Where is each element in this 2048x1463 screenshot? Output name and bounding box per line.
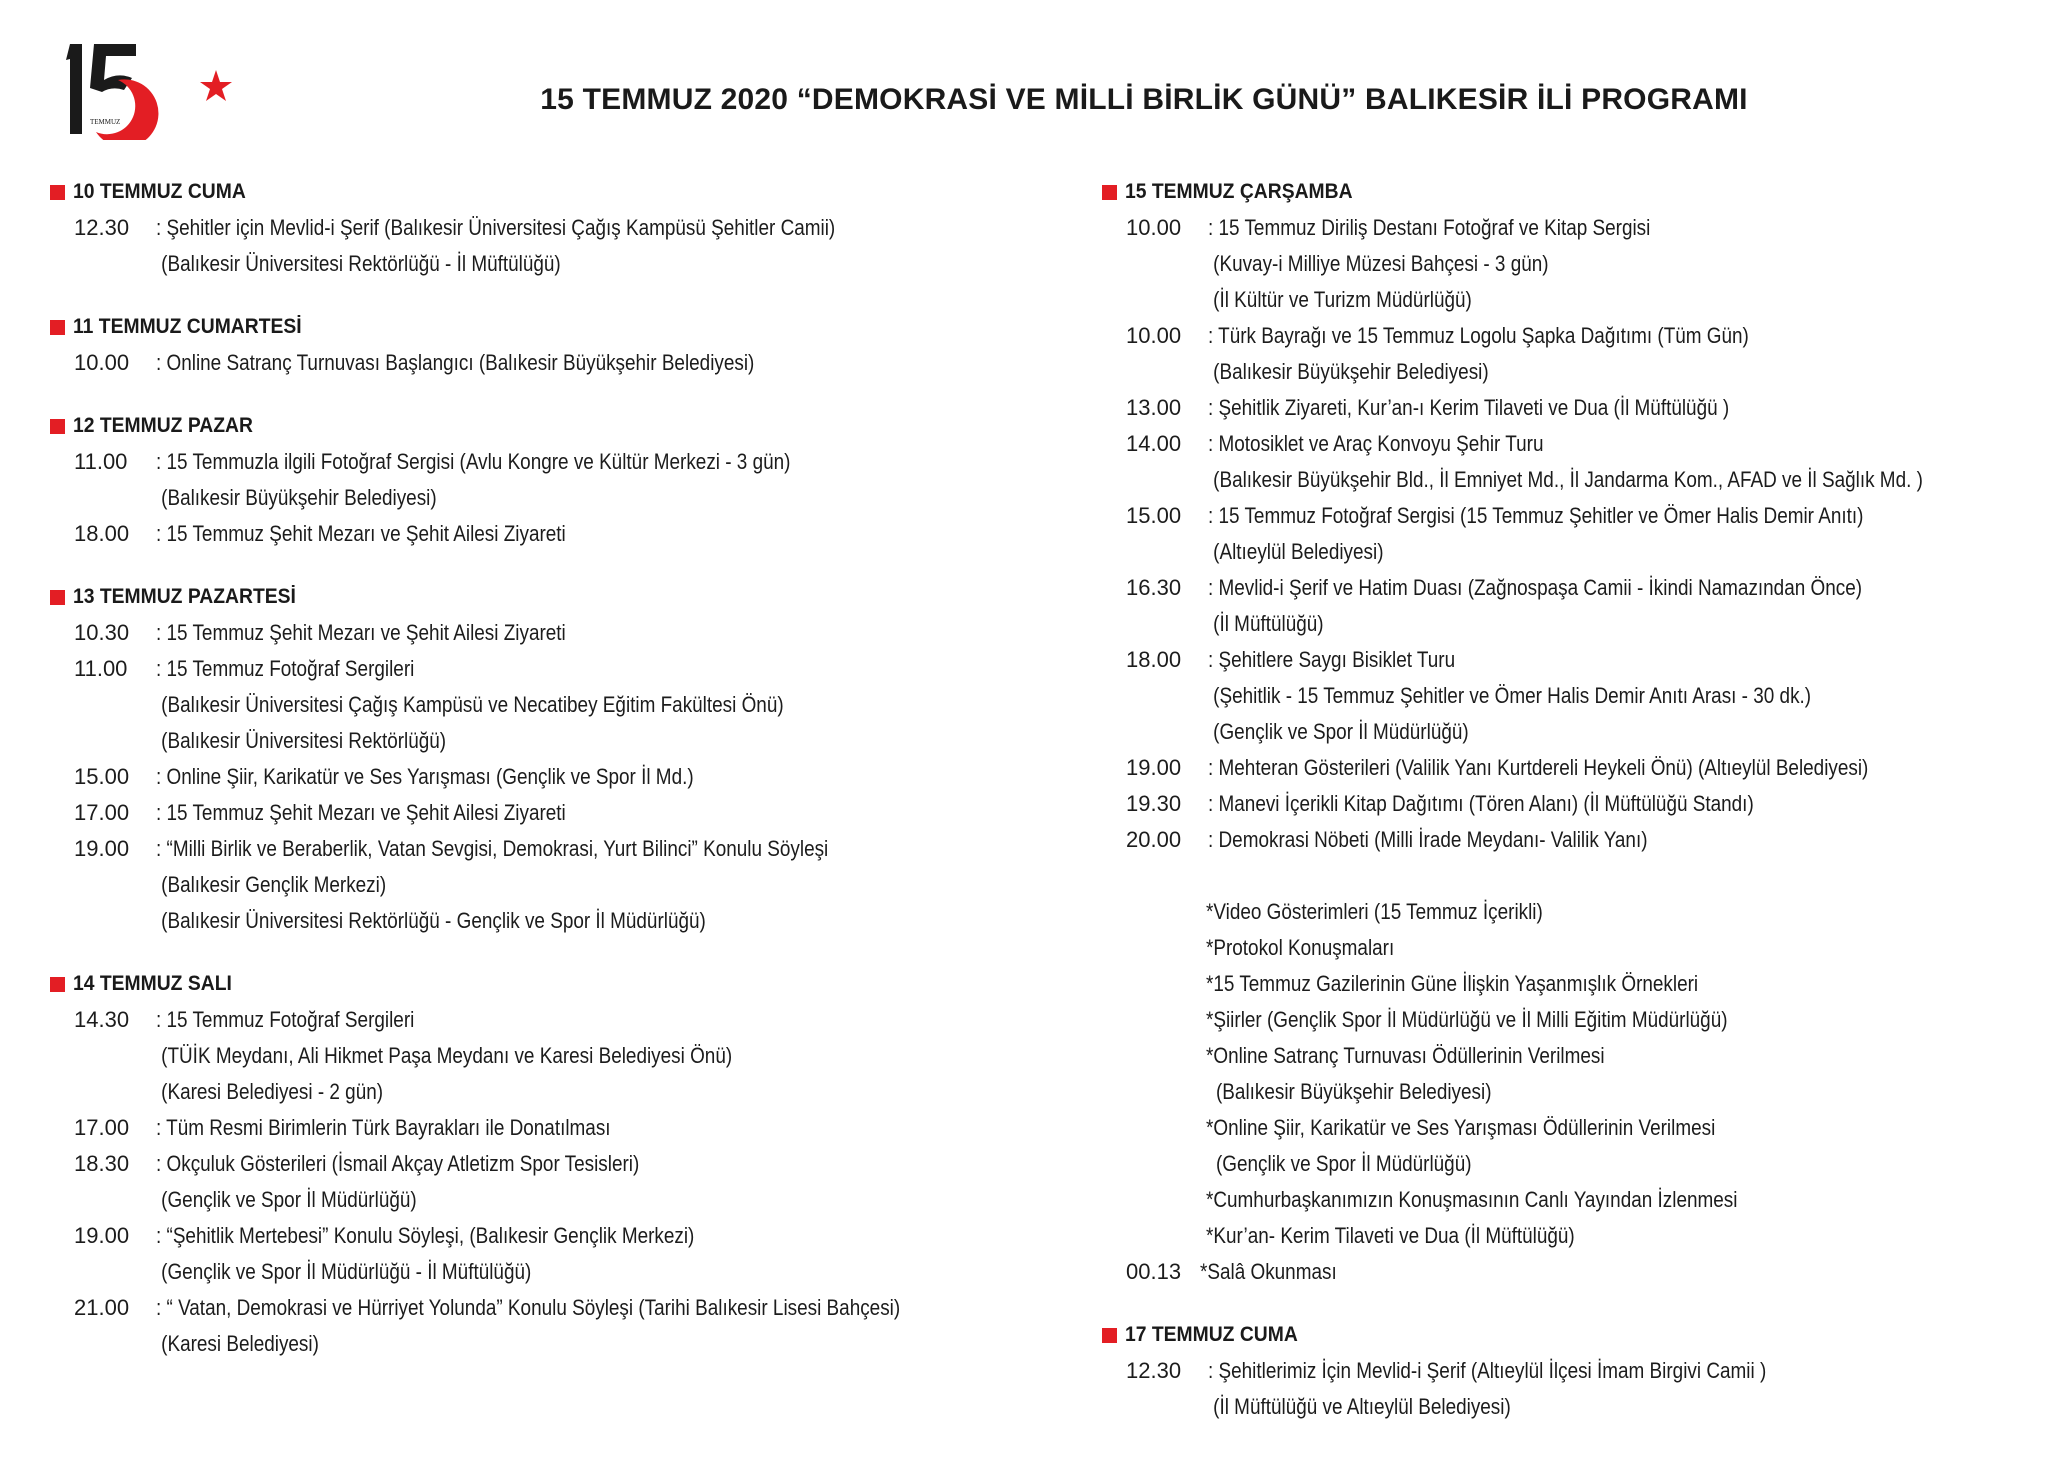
schedule-line: [50, 1182, 1050, 1218]
event-text: : “ Vatan, Demokrasi ve Hürriyet Yolunda” Konulu Söyleşi (Tarihi Balıkesir Lisesi Bahçesi): [156, 1295, 901, 1320]
red-square-bullet-icon: [50, 320, 65, 335]
event-text: : Demokrasi Nöbeti (Milli İrade Meydanı- Valilik Yanı): [1208, 827, 1648, 852]
event-time: 18.30: [74, 1151, 130, 1176]
schedule-line: [1102, 786, 2048, 822]
schedule-line: [50, 759, 1050, 795]
schedule-line: [50, 1290, 1050, 1326]
schedule-line: [1102, 714, 2048, 750]
schedule-line: [50, 345, 1050, 381]
schedule-line: [50, 480, 1050, 516]
red-square-bullet-icon: [50, 185, 65, 200]
schedule-line: [1102, 750, 2048, 786]
event-text: (Balıkesir Büyükşehir Belediyesi): [1213, 359, 1489, 384]
schedule-line: [50, 687, 1050, 723]
schedule-line: [50, 831, 1050, 867]
schedule-line: [1102, 426, 2048, 462]
event-time: 17.00: [74, 800, 130, 825]
schedule-line: [1102, 390, 2048, 426]
day-title: 14 TEMMUZ SALI: [73, 972, 232, 995]
note-text: *Cumhurbaşkanımızın Konuşmasının Canlı Yayından İzlenmesi: [1206, 1187, 1738, 1212]
schedule-line: [1102, 822, 2048, 858]
event-text: (Gençlik ve Spor İl Müdürlüğü): [161, 1187, 417, 1212]
event-text: (Şehitlik - 15 Temmuz Şehitler ve Ömer Halis Demir Anıtı Arası - 30 dk.): [1213, 683, 1812, 708]
schedule-line: [1102, 462, 2048, 498]
day-title: 10 TEMMUZ CUMA: [73, 180, 246, 203]
schedule-line: [50, 210, 1050, 246]
note-text: *Protokol Konuşmaları: [1206, 935, 1395, 960]
event-text: : Okçuluk Gösterileri (İsmail Akçay Atletizm Spor Tesisleri): [156, 1151, 640, 1176]
event-text: : Mehteran Gösterileri (Valilik Yanı Kurtdereli Heykeli Önü) (Altıeylül Belediyesi): [1208, 755, 1869, 780]
day-header: [50, 408, 1050, 444]
event-text: (Balıkesir Üniversitesi Rektörlüğü - Gençlik ve Spor İl Müdürlüğü): [161, 908, 706, 933]
note-line: [1102, 1146, 2048, 1182]
event-time: 18.00: [74, 521, 130, 546]
red-square-bullet-icon: [1102, 185, 1117, 200]
event-text: (İl Kültür ve Turizm Müdürlüğü): [1213, 287, 1472, 312]
schedule-line: [50, 795, 1050, 831]
schedule-line: [50, 1074, 1050, 1110]
schedule-line: [50, 723, 1050, 759]
event-time: 15.00: [1126, 503, 1182, 528]
final-line: [1102, 1254, 2048, 1290]
event-time: 21.00: [74, 1295, 130, 1320]
schedule-line: [50, 444, 1050, 480]
schedule-line: [1102, 1389, 2048, 1425]
event-text: : 15 Temmuz Diriliş Destanı Fotoğraf ve Kitap Sergisi: [1208, 215, 1651, 240]
event-time: 20.00: [1126, 827, 1182, 852]
day-header: [50, 174, 1050, 210]
event-text: (Balıkesir Büyükşehir Belediyesi): [161, 485, 437, 510]
event-text: (Balıkesir Üniversitesi Rektörlüğü - İl Müftülüğü): [161, 251, 561, 276]
event-text: (Karesi Belediyesi - 2 gün): [161, 1079, 384, 1104]
event-time: 16.30: [1126, 575, 1182, 600]
event-text: : 15 Temmuz Şehit Mezarı ve Şehit Ailesi Ziyareti: [156, 521, 566, 546]
event-time: 19.30: [1126, 791, 1182, 816]
day-title: 17 TEMMUZ CUMA: [1125, 1323, 1298, 1346]
schedule-line: [50, 1254, 1050, 1290]
event-time: 17.00: [74, 1115, 130, 1140]
event-text: : 15 Temmuz Şehit Mezarı ve Şehit Ailesi Ziyareti: [156, 800, 566, 825]
event-text: : Şehitlere Saygı Bisiklet Turu: [1208, 647, 1456, 672]
event-text: (Kuvay-i Milliye Müzesi Bahçesi - 3 gün): [1213, 251, 1549, 276]
schedule-line: [1102, 606, 2048, 642]
logo-star-icon: [200, 70, 232, 101]
schedule-line: [50, 1218, 1050, 1254]
event-time: 14.00: [1126, 431, 1182, 456]
note-line: [1102, 1074, 2048, 1110]
schedule-line: [1102, 210, 2048, 246]
event-time: 19.00: [74, 836, 130, 861]
schedule-line: [50, 867, 1050, 903]
red-square-bullet-icon: [50, 977, 65, 992]
schedule-line: [50, 1038, 1050, 1074]
red-square-bullet-icon: [50, 419, 65, 434]
event-text: (Gençlik ve Spor İl Müdürlüğü): [1213, 719, 1469, 744]
event-text: (İl Müftülüğü): [1213, 611, 1324, 636]
event-text: (Gençlik ve Spor İl Müdürlüğü - İl Müftülüğü): [161, 1259, 532, 1284]
right-column: [1102, 174, 2048, 1452]
event-time: 18.00: [1126, 647, 1182, 672]
note-text: *Kur’an- Kerim Tilaveti ve Dua (İl Müftülüğü): [1206, 1223, 1575, 1248]
day-section: [50, 408, 1050, 552]
event-text: : 15 Temmuz Fotoğraf Sergisi (15 Temmuz Şehitler ve Ömer Halis Demir Anıtı): [1208, 503, 1864, 528]
day-section: [50, 309, 1050, 381]
event-text: (Balıkesir Üniversitesi Çağış Kampüsü ve Necatibey Eğitim Fakültesi Önü): [161, 692, 784, 717]
schedule-line: [1102, 246, 2048, 282]
day-header: [1102, 174, 2048, 210]
event-text: (Balıkesir Büyükşehir Bld., İl Emniyet Md., İl Jandarma Kom., AFAD ve İl Sağlık Md. ): [1213, 467, 1923, 492]
note-line: [1102, 1218, 2048, 1254]
left-column: [50, 174, 1050, 1389]
event-text: : 15 Temmuz Şehit Mezarı ve Şehit Ailesi Ziyareti: [156, 620, 566, 645]
event-time: 10.30: [74, 620, 130, 645]
event-text: : “Şehitlik Mertebesi” Konulu Söyleşi, (Balıkesir Gençlik Merkezi): [156, 1223, 695, 1248]
event-time: 12.30: [74, 215, 130, 240]
event-text: : 15 Temmuz Fotoğraf Sergileri: [156, 656, 415, 681]
schedule-line: [1102, 354, 2048, 390]
event-time: 10.00: [1126, 215, 1182, 240]
schedule-line: [1102, 570, 2048, 606]
ceremony-notes: [1102, 894, 2048, 1254]
event-text: (Balıkesir Üniversitesi Rektörlüğü): [161, 728, 447, 753]
logo-caption: TEMMUZ: [90, 118, 121, 126]
event-time: 19.00: [1126, 755, 1182, 780]
event-text: : Şehitlerimiz İçin Mevlid-i Şerif (Altıeylül İlçesi İmam Birgivi Camii ): [1208, 1358, 1767, 1383]
note-line: [1102, 1002, 2048, 1038]
note-text: *Online Satranç Turnuvası Ödüllerinin Verilmesi: [1206, 1043, 1605, 1068]
note-line: [1102, 966, 2048, 1002]
event-text: (Balıkesir Gençlik Merkezi): [161, 872, 387, 897]
event-text: : Online Şiir, Karikatür ve Ses Yarışması (Gençlik ve Spor İl Md.): [156, 764, 694, 789]
event-time: 19.00: [74, 1223, 130, 1248]
day-title: 13 TEMMUZ PAZARTESİ: [73, 585, 296, 608]
day-header: [50, 966, 1050, 1002]
logo-15-temmuz: [66, 36, 236, 140]
event-time: 10.00: [74, 350, 130, 375]
schedule-line: [1102, 678, 2048, 714]
event-text: : Online Satranç Turnuvası Başlangıcı (Balıkesir Büyükşehir Belediyesi): [156, 350, 755, 375]
schedule-line: [50, 1110, 1050, 1146]
schedule-line: [50, 516, 1050, 552]
schedule-line: [50, 651, 1050, 687]
event-time: 00.13: [1126, 1259, 1182, 1284]
note-text: *Video Gösterimleri (15 Temmuz İçerikli): [1206, 899, 1543, 924]
day-title: 15 TEMMUZ ÇARŞAMBA: [1125, 180, 1353, 203]
schedule-line: [50, 1326, 1050, 1362]
note-line: [1102, 894, 2048, 930]
note-text: *15 Temmuz Gazilerinin Güne İlişkin Yaşanmışlık Örnekleri: [1206, 971, 1699, 996]
event-time: 12.30: [1126, 1358, 1182, 1383]
event-time: 13.00: [1126, 395, 1182, 420]
schedule-line: [1102, 534, 2048, 570]
day-section: [1102, 1317, 2048, 1425]
event-text: : Tüm Resmi Birimlerin Türk Bayrakları ile Donatılması: [156, 1115, 611, 1140]
event-time: 10.00: [1126, 323, 1182, 348]
day-section: [1102, 174, 2048, 1290]
event-text: : Mevlid-i Şerif ve Hatim Duası (Zağnospaşa Camii - İkindi Namazından Önce): [1208, 575, 1863, 600]
event-text: : Motosiklet ve Araç Konvoyu Şehir Turu: [1208, 431, 1544, 456]
day-header: [50, 309, 1050, 345]
red-square-bullet-icon: [50, 590, 65, 605]
schedule-line: [50, 615, 1050, 651]
schedule-line: [1102, 498, 2048, 534]
event-text: : Manevi İçerikli Kitap Dağıtımı (Tören Alanı) (İl Müftülüğü Standı): [1208, 791, 1754, 816]
event-text: : Şehitlik Ziyareti, Kur’an-ı Kerim Tilaveti ve Dua (İl Müftülüğü ): [1208, 395, 1730, 420]
event-text: *Salâ Okunması: [1200, 1259, 1337, 1284]
schedule-line: [50, 1002, 1050, 1038]
event-text: : 15 Temmuzla ilgili Fotoğraf Sergisi (Avlu Kongre ve Kültür Merkezi - 3 gün): [156, 449, 791, 474]
event-text: : “Milli Birlik ve Beraberlik, Vatan Sevgisi, Demokrasi, Yurt Bilinci” Konulu Söyleşi: [156, 836, 829, 861]
schedule-line: [50, 1146, 1050, 1182]
schedule-line: [1102, 1353, 2048, 1389]
event-text: : 15 Temmuz Fotoğraf Sergileri: [156, 1007, 415, 1032]
note-line: [1102, 1110, 2048, 1146]
event-text: : Türk Bayrağı ve 15 Temmuz Logolu Şapka Dağıtımı (Tüm Gün): [1208, 323, 1749, 348]
day-title: 11 TEMMUZ CUMARTESİ: [73, 315, 302, 338]
day-header: [1102, 1317, 2048, 1353]
day-title: 12 TEMMUZ PAZAR: [73, 414, 253, 437]
event-time: 11.00: [74, 449, 128, 474]
day-section: [50, 966, 1050, 1362]
schedule-line: [1102, 318, 2048, 354]
day-header: [50, 579, 1050, 615]
event-text: (Altıeylül Belediyesi): [1213, 539, 1384, 564]
schedule-line: [50, 903, 1050, 939]
note-text: *Şiirler (Gençlik Spor İl Müdürlüğü ve İl Milli Eğitim Müdürlüğü): [1206, 1007, 1728, 1032]
note-line: [1102, 930, 2048, 966]
note-text: *Online Şiir, Karikatür ve Ses Yarışması Ödüllerinin Verilmesi: [1206, 1115, 1716, 1140]
schedule-line: [50, 246, 1050, 282]
schedule-line: [1102, 282, 2048, 318]
event-time: 11.00: [74, 656, 128, 681]
event-time: 15.00: [74, 764, 130, 789]
note-line: [1102, 1038, 2048, 1074]
event-text: : Şehitler için Mevlid-i Şerif (Balıkesir Üniversitesi Çağış Kampüsü Şehitler Camii): [156, 215, 836, 240]
event-text: (İl Müftülüğü ve Altıeylül Belediyesi): [1213, 1394, 1511, 1419]
event-time: 14.30: [74, 1007, 130, 1032]
schedule-line: [1102, 642, 2048, 678]
note-text: (Balıkesir Büyükşehir Belediyesi): [1216, 1079, 1492, 1104]
day-section: [50, 174, 1050, 282]
red-square-bullet-icon: [1102, 1328, 1117, 1343]
note-text: (Gençlik ve Spor İl Müdürlüğü): [1216, 1151, 1472, 1176]
page-title: 15 TEMMUZ 2020 “DEMOKRASİ VE MİLLİ BİRLİK GÜNÜ” BALIKESİR İLİ PROGRAMI: [540, 83, 1748, 116]
event-text: (TÜİK Meydanı, Ali Hikmet Paşa Meydanı ve Karesi Belediyesi Önü): [161, 1043, 733, 1068]
day-section: [50, 579, 1050, 939]
event-text: (Karesi Belediyesi): [161, 1331, 319, 1356]
note-line: [1102, 1182, 2048, 1218]
